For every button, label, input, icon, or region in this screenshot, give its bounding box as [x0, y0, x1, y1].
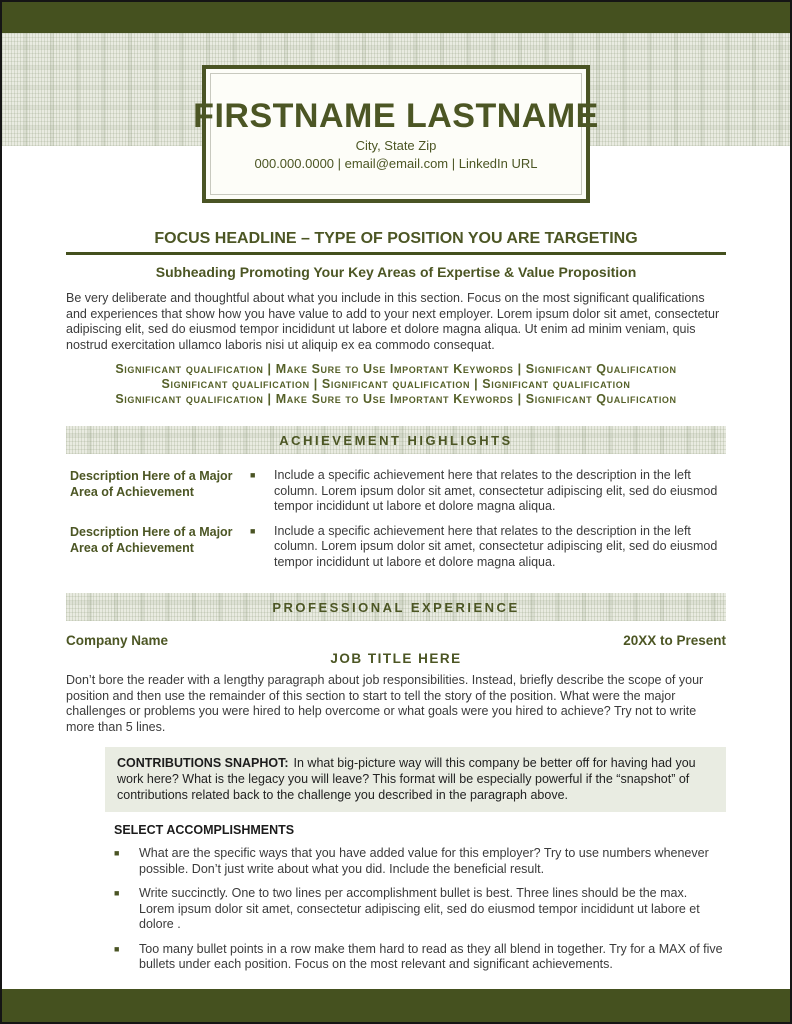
name-card-inner-frame [193, 73, 599, 195]
keyword-line: Significant qualification | Make Sure to Use Important Keywords | Significant Qualification [115, 362, 677, 376]
contributions-snapshot-box [105, 747, 726, 812]
name-card [193, 65, 599, 203]
section-title: ACHIEVEMENT HIGHLIGHTS [279, 432, 513, 448]
accomplishment-item [114, 886, 726, 933]
square-bullet-icon: ■ [114, 888, 120, 898]
bottom-accent-band [2, 989, 790, 1022]
square-bullet-icon: ■ [114, 848, 120, 858]
section-bar-achievement-highlights [66, 426, 726, 454]
accomplishment-text: What are the specific ways that you have added value for this employer? Try to use numbers whenever possible. Don’t just write about what you did. Include the beneficial result. [139, 846, 709, 876]
person-name: FIRSTNAME LASTNAME [193, 97, 599, 135]
accomplishment-item [114, 846, 726, 877]
achievement-text: Include a specific achievement here that relates to the description in the left column. Lorem ipsum dolor sit amet, consectetur adipiscing elit, sed do eiusmod tempor incididunt ut labore et dolore magna aliqua. [274, 523, 718, 569]
company-row [66, 633, 726, 648]
subheading: Subheading Promoting Your Key Areas of Expertise & Value Proposition [155, 264, 637, 280]
achievement-label: Description Here of a Major Area of Achievement [70, 524, 233, 555]
summary-paragraph: Be very deliberate and thoughtful about what you include in this section. Focus on the most significant qualifications and experiences that show how you have value to add to your next employer. Lorem ipsum dolor sit amet, consectetur adipiscing elit, sed do eiusmod tempor incididunt ut labore et dolore magna aliqua. Ut enim ad minim veniam, quis nostrud exercitation ullamco laboris nisi ut aliquip ex ea commodo consequat. [66, 291, 720, 352]
keyword-block [66, 362, 726, 407]
accomplishment-item [114, 942, 726, 973]
contact-city-line: City, State Zip [355, 138, 437, 153]
top-accent-band [2, 2, 790, 33]
accomplishment-text: Write succinctly. One to two lines per accomplishment bullet is best. Three lines should be the max. Lorem ipsum dolor sit amet, consectetur adipiscing elit, sed do eiusmod tempor incididunt ut labore et dolore . [139, 886, 700, 931]
resume-content [66, 230, 726, 973]
snapshot-label: CONTRIBUTIONS SNAPHOT: [117, 756, 289, 770]
accomplishment-text: Too many bullet points in a row make them hard to read as they all blend in together. Try for a MAX of five bullets under each position. Focus on the most relevant and significant achievements. [139, 941, 723, 971]
keyword-line: Significant qualification | Make Sure to Use Important Keywords | Significant Qualification [115, 392, 677, 406]
accomplishments-title: SELECT ACCOMPLISHMENTS [114, 823, 295, 837]
company-name: Company Name [66, 633, 169, 648]
square-bullet-icon: ■ [250, 525, 256, 536]
snapshot-text: In what big-picture way will this company be better off for having had you work here? What is the legacy you will leave? This format will be especially powerful if the “snapshot” of contributions related back to the challenge you described in the paragraph above. [117, 756, 696, 802]
achievement-label: Description Here of a Major Area of Achievement [70, 469, 233, 499]
resume-header [2, 33, 790, 203]
achievement-row [66, 468, 726, 515]
accomplishment-list [114, 846, 726, 973]
achievement-rows [66, 468, 726, 570]
contact-info-line: 000.000.0000 | email@email.com | LinkedIn URL [254, 156, 538, 171]
section-title: PROFESSIONAL EXPERIENCE [272, 599, 520, 615]
square-bullet-icon: ■ [114, 943, 120, 954]
headline-divider [66, 252, 726, 255]
focus-headline: FOCUS HEADLINE – TYPE OF POSITION YOU ARE TARGETING [154, 230, 638, 247]
experience-description: Don’t bore the reader with a lengthy paragraph about job responsibilities. Instead, briefly describe the scope of your position and then use the remainder of this section to start to tell the story of the position. What were the major challenges or problems you were hired to help overcome or what goals were you hired to achieve? Try not to write more than 5 lines. [66, 673, 704, 734]
achievement-text: Include a specific achievement here that relates to the description in the left column. Lorem ipsum dolor sit amet, consectetur adipiscing elit, sed do eiusmod tempor incididunt ut labore et dolore magna aliqua. [274, 468, 718, 513]
achievement-row [66, 524, 726, 571]
job-title: JOB TITLE HERE [330, 651, 462, 666]
square-bullet-icon: ■ [250, 470, 256, 480]
section-bar-professional-experience [66, 593, 726, 621]
keyword-line: Significant qualification | Significant qualification | Significant qualification [161, 377, 631, 391]
date-range: 20XX to Present [623, 633, 726, 648]
